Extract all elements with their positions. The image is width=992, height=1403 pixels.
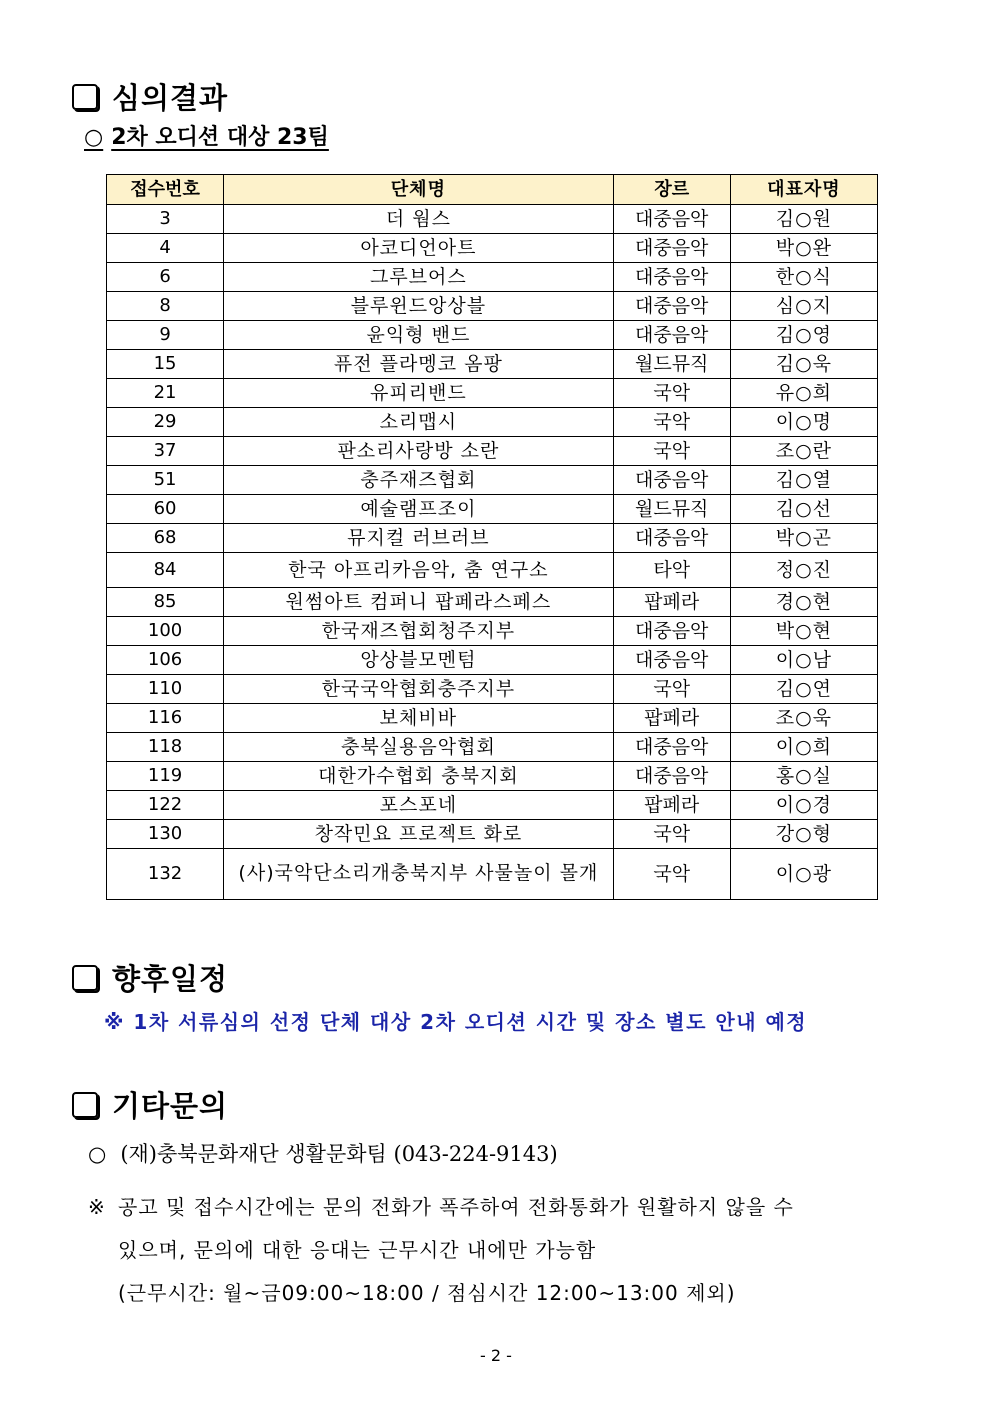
table-row [107,791,878,820]
table-row [107,617,878,646]
genre-cell: 팝페라 [613,791,730,820]
table-row [107,646,878,675]
representative-cell: 한○식 [730,263,877,292]
circle-bullet-icon: ○ [84,125,104,150]
representative-cell: 정○진 [730,553,877,588]
group-name-cell: 충북실용음악협회 [224,733,614,762]
receipt-number-cell: 130 [107,820,224,849]
representative-cell: 홍○실 [730,762,877,791]
table-row [107,704,878,733]
genre-cell: 타악 [613,553,730,588]
genre-cell: 대중음악 [613,321,730,350]
table-row [107,321,878,350]
table-row [107,849,878,900]
receipt-number-cell: 29 [107,408,224,437]
section-schedule-title: 향후일정 [112,962,229,996]
genre-cell: 대중음악 [613,292,730,321]
genre-cell: 대중음악 [613,617,730,646]
representative-cell: 김○선 [730,495,877,524]
representative-cell: 이○남 [730,646,877,675]
reference-mark-icon: ※ [88,1195,106,1219]
genre-cell: 국악 [613,408,730,437]
header-genre: 장르 [613,175,730,205]
receipt-number-cell: 37 [107,437,224,466]
representative-cell: 김○영 [730,321,877,350]
genre-cell: 국악 [613,379,730,408]
genre-cell: 대중음악 [613,646,730,675]
section-schedule-heading [72,957,228,998]
group-name-cell: 그루브어스 [224,263,614,292]
table-row [107,820,878,849]
table-row [107,733,878,762]
table-row [107,379,878,408]
table-header-row [107,175,878,205]
note-line-1: 공고 및 접수시간에는 문의 전화가 폭주하여 전화통화가 원활하지 않을 수 [118,1195,794,1219]
contact-text: (재)충북문화재단 생활문화팀 (043-224-9143) [120,1142,558,1166]
representative-cell: 김○열 [730,466,877,495]
group-name-cell: 더 웜스 [224,205,614,234]
table-row [107,553,878,588]
header-receipt-number: 접수번호 [107,175,224,205]
receipt-number-cell: 68 [107,524,224,553]
genre-cell: 월드뮤직 [613,495,730,524]
header-representative: 대표자명 [730,175,877,205]
contact-line [88,1138,558,1168]
group-name-cell: 충주재즈협회 [224,466,614,495]
checkbox-square-icon [72,1092,98,1118]
audition-subheading [84,120,329,151]
group-name-cell: 포스포네 [224,791,614,820]
representative-cell: 유○희 [730,379,877,408]
genre-cell: 팝페라 [613,704,730,733]
table-row [107,495,878,524]
receipt-number-cell: 60 [107,495,224,524]
receipt-number-cell: 84 [107,553,224,588]
genre-cell: 대중음악 [613,524,730,553]
receipt-number-cell: 15 [107,350,224,379]
group-name-cell: 판소리사랑방 소란 [224,437,614,466]
group-name-cell: 유피리밴드 [224,379,614,408]
genre-cell: 대중음악 [613,234,730,263]
receipt-number-cell: 51 [107,466,224,495]
table-row [107,350,878,379]
group-name-cell: 한국 아프리카음악, 춤 연구소 [224,553,614,588]
representative-cell: 조○란 [730,437,877,466]
representative-cell: 김○욱 [730,350,877,379]
representative-cell: 조○욱 [730,704,877,733]
inquiry-note [88,1186,928,1315]
genre-cell: 국악 [613,437,730,466]
representative-cell: 이○희 [730,733,877,762]
table-row [107,675,878,704]
table-row [107,408,878,437]
representative-cell: 박○곤 [730,524,877,553]
section-inquiry-heading [72,1084,228,1125]
group-name-cell: 뮤지컬 러브러브 [224,524,614,553]
receipt-number-cell: 100 [107,617,224,646]
representative-cell: 경○현 [730,588,877,617]
representative-cell: 이○명 [730,408,877,437]
genre-cell: 대중음악 [613,733,730,762]
representative-cell: 이○광 [730,849,877,900]
group-name-cell: 블루윈드앙상블 [224,292,614,321]
table-row [107,466,878,495]
genre-cell: 대중음악 [613,762,730,791]
audition-subheading-text: 2차 오디션 대상 23팀 [111,125,329,150]
group-name-cell: 한국국악협회충주지부 [224,675,614,704]
genre-cell: 국악 [613,820,730,849]
note-line-2: 있으며, 문의에 대한 응대는 근무시간 내에만 가능함 [118,1238,597,1262]
group-name-cell: 아코디언아트 [224,234,614,263]
page-number: - 2 - [480,1346,512,1365]
representative-cell: 김○연 [730,675,877,704]
group-name-cell: 예술램프조이 [224,495,614,524]
results-table [106,174,878,900]
section-inquiry-title: 기타문의 [112,1089,229,1123]
receipt-number-cell: 110 [107,675,224,704]
table-row [107,524,878,553]
table-row [107,437,878,466]
group-name-cell: 대한가수협회 충북지회 [224,762,614,791]
genre-cell: 국악 [613,675,730,704]
receipt-number-cell: 119 [107,762,224,791]
genre-cell: 대중음악 [613,205,730,234]
section-results-heading [72,76,228,117]
table-row [107,292,878,321]
table-row [107,588,878,617]
representative-cell: 이○경 [730,791,877,820]
representative-cell: 강○형 [730,820,877,849]
group-name-cell: (사)국악단소리개충북지부 사물놀이 몰개 [224,849,614,900]
group-name-cell: 원썸아트 컴퍼니 팝페라스페스 [224,588,614,617]
section-results-title: 심의결과 [112,81,229,115]
receipt-number-cell: 116 [107,704,224,733]
genre-cell: 대중음악 [613,263,730,292]
representative-cell: 심○지 [730,292,877,321]
schedule-notice: ※ 1차 서류심의 선정 단체 대상 2차 오디션 시간 및 장소 별도 안내 예정 [104,1010,808,1034]
table-row [107,762,878,791]
checkbox-square-icon [72,965,98,991]
table-row [107,263,878,292]
header-group-name: 단체명 [224,175,614,205]
representative-cell: 김○원 [730,205,877,234]
group-name-cell: 한국재즈협회청주지부 [224,617,614,646]
genre-cell: 팝페라 [613,588,730,617]
table-row [107,205,878,234]
group-name-cell: 퓨전 플라멩코 옴팡 [224,350,614,379]
receipt-number-cell: 106 [107,646,224,675]
genre-cell: 대중음악 [613,466,730,495]
receipt-number-cell: 9 [107,321,224,350]
receipt-number-cell: 3 [107,205,224,234]
receipt-number-cell: 4 [107,234,224,263]
table-row [107,234,878,263]
group-name-cell: 보체비바 [224,704,614,733]
results-table-body [107,205,878,900]
circle-bullet-icon: ○ [88,1142,107,1166]
representative-cell: 박○완 [730,234,877,263]
genre-cell: 국악 [613,849,730,900]
group-name-cell: 창작민요 프로젝트 화로 [224,820,614,849]
group-name-cell: 앙상블모멘텀 [224,646,614,675]
receipt-number-cell: 122 [107,791,224,820]
receipt-number-cell: 85 [107,588,224,617]
group-name-cell: 소리맵시 [224,408,614,437]
note-line-3: (근무시간: 월~금09:00~18:00 / 점심시간 12:00~13:00 제외) [118,1281,736,1305]
representative-cell: 박○현 [730,617,877,646]
receipt-number-cell: 118 [107,733,224,762]
receipt-number-cell: 21 [107,379,224,408]
genre-cell: 월드뮤직 [613,350,730,379]
checkbox-square-icon [72,84,98,110]
receipt-number-cell: 132 [107,849,224,900]
group-name-cell: 윤익형 밴드 [224,321,614,350]
receipt-number-cell: 8 [107,292,224,321]
receipt-number-cell: 6 [107,263,224,292]
